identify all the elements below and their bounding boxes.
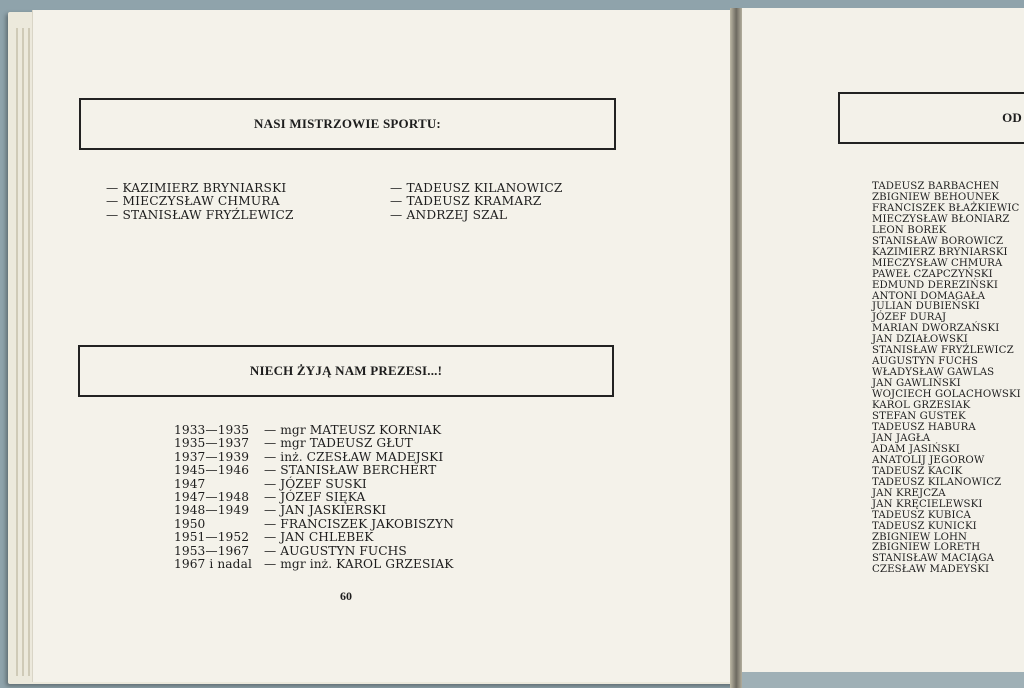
president-name: — STANISŁAW BERCHERT: [264, 463, 437, 478]
list-item: ANTONI DOMAGAŁA: [872, 290, 986, 302]
list-item: STEFAN GUSTEK: [872, 411, 966, 423]
list-item: JAN KREJCZA: [872, 487, 946, 499]
background-strip: [742, 672, 1024, 688]
presidents-list: [174, 424, 454, 571]
list-item: MIECZYSŁAW BŁONIARZ: [872, 213, 1010, 225]
list-item: LEON BOREK: [872, 224, 947, 236]
president-name: — inż. CZESŁAW MADEJSKI: [264, 449, 444, 464]
list-item: [174, 518, 454, 531]
list-item: JAN GAWLIŃSKI: [872, 378, 961, 390]
list-item: TADEUSZ HABURA: [872, 421, 976, 433]
president-years: 1953—1967: [174, 543, 250, 558]
list-item: JAN DZIAŁOWSKI: [872, 334, 968, 346]
list-item: EDMUND DEREZIŃSKI: [872, 279, 998, 291]
list-item: ZBIGNIEW LOHN: [872, 531, 968, 543]
president-years: 1967 i nadal: [174, 557, 252, 572]
list-item: JULIAN DUBIEŃSKI: [872, 301, 980, 313]
list-item: ZBIGNIEW BEHOUNEK: [872, 191, 1000, 203]
list-item: TADEUSZ KUBICA: [872, 509, 971, 521]
page-edge-line: [22, 28, 24, 676]
list-item: WŁADYSŁAW GAWLAS: [872, 367, 995, 379]
list-item: — ANDRZEJ SZAL: [390, 207, 508, 222]
list-item: STANISŁAW BOROWICZ: [872, 235, 1004, 247]
president-years: 1947—1948: [174, 490, 250, 505]
president-name: — mgr TADEUSZ GŁUT: [264, 436, 413, 451]
president-name: — FRANCISZEK JAKOBISZYN: [264, 516, 455, 531]
list-item: — KAZIMIERZ BRYNIARSKI: [106, 181, 287, 195]
list-item: TADEUSZ KUNICKI: [872, 520, 977, 532]
president-name: — AUGUSTYN FUCHS: [264, 543, 407, 558]
list-item: JÓZEF DURAJ: [872, 312, 947, 324]
list-item: ANATOLIJ JEGOROW: [872, 454, 985, 466]
list-item: AUGUSTYN FUCHS: [872, 356, 979, 368]
list-item: [174, 491, 454, 504]
list-item: STANISŁAW MACIĄGA: [872, 553, 995, 565]
list-item: TADEUSZ KACIK: [872, 465, 963, 477]
president-name: — mgr inż. KAROL GRZESIAK: [264, 557, 454, 572]
list-item: [174, 531, 454, 544]
list-item: KAROL GRZESIAK: [872, 400, 971, 412]
list-item: FRANCISZEK BŁAŻKIEWIC: [872, 202, 1020, 214]
president-years: 1950: [174, 516, 206, 531]
masters-title: NASI MISTRZOWIE SPORTU:: [254, 116, 441, 131]
list-item: — TADEUSZ KRAMARZ: [390, 194, 542, 209]
list-item: TADEUSZ KILANOWICZ: [872, 476, 1002, 488]
list-item: — STANISŁAW FRYŹLEWICZ: [106, 207, 294, 222]
list-item: [174, 558, 454, 571]
list-item: — MIECZYSŁAW CHMURA: [106, 194, 280, 209]
presidents-title-box: [78, 345, 614, 397]
president-name: — JÓZEF SIĘKA: [264, 490, 366, 505]
list-item: [174, 464, 454, 477]
right-title-box: [838, 92, 1024, 144]
list-item: [174, 437, 454, 450]
page-edge-line: [28, 28, 30, 676]
list-item: [174, 451, 454, 464]
list-item: [174, 545, 454, 558]
president-years: 1947: [174, 476, 206, 491]
page-number: 60: [340, 589, 352, 603]
page-edge-line: [16, 28, 18, 676]
masters-list-col2: [390, 182, 563, 222]
president-name: — JAN JASKIERSKI: [264, 503, 387, 518]
list-item: [174, 504, 454, 517]
president-years: 1933—1935: [174, 423, 250, 437]
list-item: JAN KRĘCIELEWSKI: [872, 498, 983, 510]
masters-title-box: [79, 98, 616, 150]
president-years: 1945—1946: [174, 463, 250, 478]
president-years: 1948—1949: [174, 503, 250, 518]
list-item: [174, 424, 454, 437]
list-item: KAZIMIERZ BRYNIARSKI: [872, 246, 1008, 258]
list-item: STANISŁAW FRYŹLEWICZ: [872, 345, 1014, 357]
list-item: MIECZYSŁAW CHMURA: [872, 257, 1003, 269]
president-years: 1937—1939: [174, 449, 250, 464]
president-years: 1935—1937: [174, 436, 250, 451]
president-name: — mgr MATEUSZ KORNIAK: [264, 423, 442, 437]
list-item: ZBIGNIEW LORETH: [872, 542, 981, 554]
president-name: — JÓZEF SUSKI: [264, 476, 367, 491]
list-item: WOJCIECH GOLACHOWSKI: [872, 389, 1021, 401]
list-item: ADAM JASIŃSKI: [872, 443, 960, 455]
right-names-list: [872, 182, 1021, 576]
list-item: TADEUSZ BARBACHEN: [872, 181, 1000, 192]
presidents-title: NIECH ŻYJĄ NAM PREZESI...!: [249, 363, 443, 378]
list-item: PAWEŁ CZAPCZYŃSKI: [872, 268, 993, 280]
president-years: 1951—1952: [174, 530, 250, 545]
masters-list-col1: [106, 182, 294, 222]
list-item: CZESŁAW MADEYSKI: [872, 564, 990, 576]
president-name: — JAN CHLEBEK: [264, 530, 374, 545]
right-title: OD: [1002, 110, 1022, 125]
list-item: MARIAN DWORZAŃSKI: [872, 323, 1000, 335]
list-item: — TADEUSZ KILANOWICZ: [390, 181, 563, 195]
list-item: JAN JAGŁA: [872, 432, 931, 444]
